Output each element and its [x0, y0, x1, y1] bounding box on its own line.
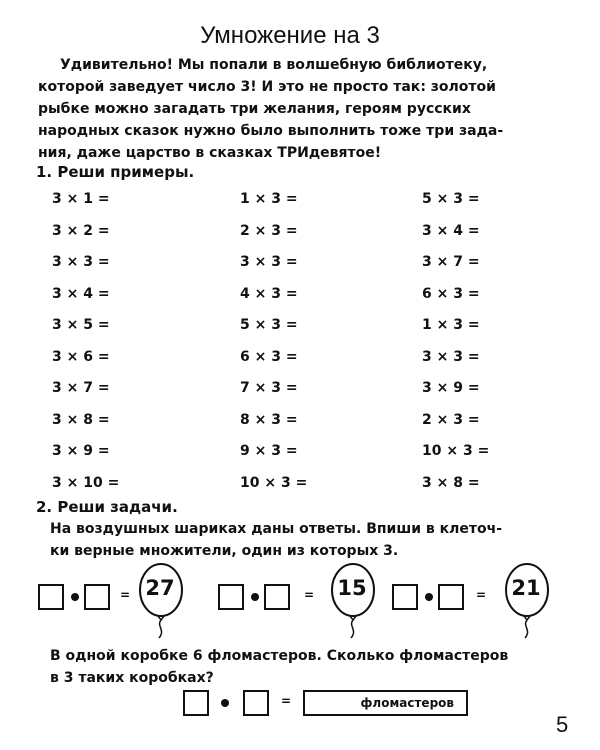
intro-line: Удивительно! Мы попали в волшебную библиотеку, [60, 57, 488, 73]
example-item: 3 × 7 = [52, 380, 110, 396]
example-item: 6 × 3 = [422, 285, 480, 302]
balloon-answer: 27 [145, 576, 175, 600]
example-item: 3 × 7 = [422, 254, 480, 270]
equals-sign: = [476, 588, 487, 602]
problem-line: В одной коробке 6 фломастеров. Сколько фломастеров [50, 648, 509, 664]
example-item: 10 × 3 = [240, 474, 308, 491]
balloon [138, 562, 184, 644]
balloon-answer: 21 [511, 576, 541, 600]
example-item: 7 × 3 = [240, 380, 298, 396]
example-item: 3 × 9 = [422, 380, 480, 396]
instruction-line: На воздушных шариках даны ответы. Впиши в клеточ- [50, 521, 503, 537]
balloon-answer: 15 [337, 576, 367, 600]
example-item: 10 × 3 = [422, 443, 490, 459]
example-item: 3 × 3 = [52, 254, 110, 270]
equals-sign: = [304, 588, 315, 602]
balloon-equation-2 [218, 562, 388, 642]
example-item: 2 × 3 = [422, 411, 480, 428]
examples-column-2 [240, 188, 307, 503]
problem-line: в 3 таких коробках? [50, 670, 214, 686]
task1-title: 1. Реши примеры. [36, 163, 195, 181]
intro-line: рыбке можно загадать три желания, героям русских [38, 101, 471, 117]
example-item: 3 × 8 = [422, 474, 480, 491]
balloon-icon [504, 562, 550, 640]
balloon-icon [330, 562, 376, 640]
example-item: 3 × 8 = [52, 411, 110, 428]
multiply-dot [221, 699, 229, 707]
word-problem [50, 645, 570, 689]
multiply-dot [251, 593, 259, 601]
balloon-equation-3 [392, 562, 562, 642]
example-item: 5 × 3 = [422, 191, 480, 207]
intro-line: народных сказок нужно было выполнить тоже три зада- [38, 123, 504, 139]
task2-instructions [50, 518, 570, 562]
balloon [330, 562, 376, 644]
examples-column-3 [422, 188, 489, 503]
balloon [504, 562, 550, 644]
example-item: 9 × 3 = [240, 443, 298, 459]
multiply-dot [425, 593, 433, 601]
example-item: 6 × 3 = [240, 348, 298, 365]
example-item: 3 × 4 = [422, 222, 480, 239]
example-item: 3 × 2 = [52, 222, 110, 239]
factor-box[interactable] [438, 584, 464, 610]
page-number: 5 [556, 712, 569, 737]
example-item: 3 × 6 = [52, 348, 110, 365]
intro-line: ния, даже царство в сказках ТРИдевятое! [38, 145, 382, 161]
example-item: 1 × 3 = [422, 317, 480, 333]
factor-box[interactable] [392, 584, 418, 610]
factor-box[interactable] [84, 584, 110, 610]
example-item: 2 × 3 = [240, 222, 298, 239]
example-item: 4 × 3 = [240, 285, 298, 302]
example-item: 3 × 1 = [52, 191, 110, 207]
page-title: Умножение на 3 [200, 22, 380, 49]
example-item: 3 × 9 = [52, 443, 110, 459]
multiply-dot [71, 593, 79, 601]
instruction-line: ки верные множители, один из которых 3. [50, 543, 399, 559]
intro-paragraph [38, 54, 568, 164]
factor-box[interactable] [38, 584, 64, 610]
factor-box[interactable] [243, 690, 269, 716]
example-item: 8 × 3 = [240, 411, 298, 428]
balloon-icon [138, 562, 184, 640]
example-item: 3 × 10 = [52, 474, 120, 491]
equals-sign: = [281, 694, 292, 708]
intro-line: которой заведует число 3! И это не просто так: золотой [38, 79, 496, 95]
examples-column-1 [52, 188, 119, 503]
example-item: 3 × 3 = [422, 348, 480, 365]
factor-box[interactable] [183, 690, 209, 716]
example-item: 1 × 3 = [240, 191, 298, 207]
example-item: 3 × 3 = [240, 254, 298, 270]
example-item: 3 × 5 = [52, 317, 110, 333]
equals-sign: = [120, 588, 131, 602]
example-item: 5 × 3 = [240, 317, 298, 333]
task2-title: 2. Реши задачи. [36, 498, 178, 516]
factor-box[interactable] [264, 584, 290, 610]
example-item: 3 × 4 = [52, 285, 110, 302]
factor-box[interactable] [218, 584, 244, 610]
answer-box[interactable]: фломастеров [303, 690, 468, 716]
balloon-equation-1 [38, 562, 208, 642]
